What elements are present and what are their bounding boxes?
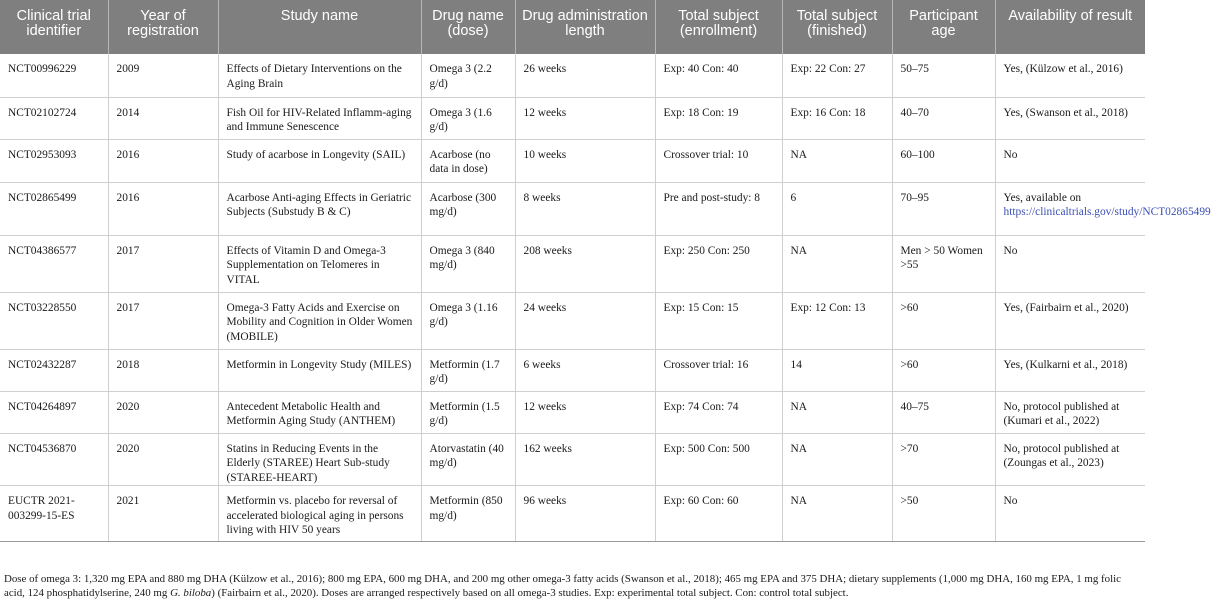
drug-dose: Omega 3 (2.2 g/d) [429,63,492,90]
study-name: Fish Oil for HIV-Related Inflamm-aging and Immune Senescence [226,106,412,133]
result-availability: Yes, (Kulkarni et al., 2018) [1003,358,1128,371]
finished-count-cell [782,139,892,182]
study-name-cell [218,182,421,235]
participant-age-cell [892,235,995,292]
administration-length: 12 weeks [523,106,567,119]
trial-identifier: NCT03228550 [8,301,77,314]
drug-dose: Acarbose (no data in dose) [429,148,491,175]
participant-age: 50–75 [900,63,929,75]
drug-dose-cell [421,349,515,391]
result-availability-cell [995,433,1145,486]
participant-age-cell [892,292,995,349]
drug-dose: Metformin (850 mg/d) [429,495,503,522]
enrollment-count-cell [655,486,782,542]
participant-age-cell [892,391,995,433]
finished-count: NA [790,244,807,257]
table-footnote [4,573,1142,600]
enrollment-count: Crossover trial: 10 [663,148,749,161]
result-availability: Yes, (Külzow et al., 2016) [1003,63,1123,75]
study-name: Omega-3 Fatty Acids and Exercise on Mobility and Cognition in Older Women (MOBILE) [226,301,413,343]
registration-year-cell [108,486,218,542]
administration-length: 6 weeks [523,358,561,371]
enrollment-count: Exp: 500 Con: 500 [663,442,750,455]
footnote-text: Dose of omega 3: 1,320 mg EPA and 880 mg DHA (Külzow et al., 2016); 800 mg EPA, 600 mg DHA, and 200 mg other omega-3 fatty acids (Swanson et al., 2018); 465 mg EPA and 375 DHA; dietary supplements (1,000 mg DHA, 160 mg EPA, 1 mg folic acid, 124 phosphatidylserine, 240 mg [4,573,1121,599]
table-row [0,97,1145,139]
finished-count-cell [782,349,892,391]
finished-count-cell [782,391,892,433]
trial-identifier: NCT04386577 [8,244,77,257]
study-name-cell [218,97,421,139]
study-name-cell [218,139,421,182]
drug-dose: Omega 3 (840 mg/d) [429,244,495,271]
enrollment-count: Exp: 15 Con: 15 [663,301,739,314]
registration-year: 2017 [116,244,140,257]
trial-identifier: NCT00996229 [8,63,77,75]
drug-dose-cell [421,486,515,542]
study-name-cell [218,433,421,486]
enrollment-count-cell [655,235,782,292]
result-availability-cell [995,97,1145,139]
table-row [0,433,1145,486]
participant-age: Men > 50 Women >55 [900,244,983,271]
administration-length: 208 weeks [523,244,572,257]
participant-age-cell [892,349,995,391]
table-body [0,54,1211,542]
participant-age-cell [892,54,995,97]
registration-year-cell [108,391,218,433]
administration-length-cell [515,349,655,391]
enrollment-count: Pre and post-study: 8 [663,191,760,204]
administration-length-cell [515,97,655,139]
study-name: Acarbose Anti-aging Effects in Geriatric Subjects (Substudy B & C) [226,191,412,218]
trial-identifier: NCT02102724 [8,106,77,119]
trial-identifier-cell [0,433,108,486]
trial-identifier-cell [0,349,108,391]
study-name-cell [218,292,421,349]
registration-year: 2016 [116,148,140,161]
study-name: Study of acarbose in Longevity (SAIL) [226,148,406,161]
administration-length-cell [515,391,655,433]
result-availability: No, protocol published at (Zoungas et al., 2023) [1003,442,1120,469]
result-availability-cell [995,182,1211,235]
trial-identifier-cell [0,97,108,139]
study-name-cell [218,391,421,433]
column-header: Study name [218,0,421,54]
table-row [0,391,1145,433]
enrollment-count: Exp: 74 Con: 74 [663,400,739,413]
administration-length: 96 weeks [523,495,567,507]
finished-count: 6 [790,191,797,204]
table-row [0,182,1145,235]
registration-year: 2016 [116,191,140,204]
result-availability-cell [995,292,1145,349]
trial-identifier-cell [0,292,108,349]
registration-year: 2020 [116,442,140,455]
trial-identifier: NCT02432287 [8,358,77,371]
registration-year: 2009 [116,63,140,75]
participant-age-cell [892,486,995,542]
column-header: Total subject (finished) [782,0,892,54]
administration-length-cell [515,292,655,349]
participant-age: >50 [900,495,919,507]
drug-dose-cell [421,292,515,349]
trial-identifier: NCT02953093 [8,148,77,161]
registration-year: 2014 [116,106,140,119]
enrollment-count-cell [655,139,782,182]
result-availability-cell [995,486,1145,542]
result-availability-cell [995,235,1145,292]
drug-dose: Omega 3 (1.16 g/d) [429,301,498,328]
administration-length: 10 weeks [523,148,567,161]
result-availability: Yes, available on [1003,191,1082,204]
footnote-italic-text: G. biloba [170,586,212,599]
participant-age: 70–95 [900,191,929,204]
participant-age-cell [892,182,995,235]
trial-identifier: EUCTR 2021-003299-15-ES [8,495,75,522]
administration-length: 8 weeks [523,191,561,204]
table-row [0,235,1145,292]
participant-age-cell [892,97,995,139]
administration-length: 12 weeks [523,400,567,413]
participant-age: 60–100 [900,148,935,161]
registration-year: 2020 [116,400,140,413]
result-availability-cell [995,54,1145,97]
table-row [0,486,1145,542]
participant-age: >60 [900,358,919,371]
enrollment-count-cell [655,97,782,139]
registration-year-cell [108,97,218,139]
result-availability: No [1003,244,1018,257]
result-availability: No [1003,148,1018,161]
registration-year-cell [108,433,218,486]
administration-length: 26 weeks [523,63,567,75]
finished-count-cell [782,54,892,97]
finished-count-cell [782,292,892,349]
study-name-cell [218,486,421,542]
registration-year-cell [108,54,218,97]
finished-count: NA [790,495,807,507]
drug-dose: Acarbose (300 mg/d) [429,191,497,218]
enrollment-count-cell [655,292,782,349]
registration-year-cell [108,182,218,235]
drug-dose-cell [421,54,515,97]
finished-count: 14 [790,358,802,371]
finished-count-cell [782,433,892,486]
registration-year: 2021 [116,495,140,507]
drug-dose-cell [421,97,515,139]
column-header: Year of registration [108,0,218,54]
administration-length-cell [515,182,655,235]
trial-identifier: NCT04264897 [8,400,77,413]
participant-age: >60 [900,301,919,314]
finished-count: NA [790,400,807,413]
administration-length-cell [515,433,655,486]
participant-age: >70 [900,442,919,455]
study-name-cell [218,349,421,391]
trial-identifier-cell [0,486,108,542]
trial-identifier-cell [0,391,108,433]
column-header: Clinical trial identifier [0,0,108,54]
enrollment-count: Exp: 18 Con: 19 [663,106,739,119]
drug-dose: Metformin (1.7 g/d) [429,358,500,385]
registration-year: 2018 [116,358,140,371]
administration-length-cell [515,54,655,97]
trial-identifier: NCT02865499 [8,191,77,204]
result-availability-cell [995,349,1145,391]
administration-length-cell [515,486,655,542]
enrollment-count-cell [655,349,782,391]
finished-count-cell [782,182,892,235]
table-row [0,54,1145,97]
registration-year-cell [108,292,218,349]
footnote-text-end: ) (Fairbairn et al., 2020). Doses are arranged respectively based on all omega-3 studies. Exp: experimental total subject. Con: control total subject. [211,586,849,599]
study-name-cell [218,235,421,292]
trial-identifier-cell [0,139,108,182]
drug-dose: Atorvastatin (40 mg/d) [429,442,504,469]
enrollment-count: Crossover trial: 16 [663,358,749,371]
column-header: Drug administration length [515,0,655,54]
study-name: Metformin vs. placebo for reversal of accelerated biological aging in persons living with HIV 50 years [226,495,404,536]
trial-identifier: NCT04536870 [8,442,77,455]
column-header: Availability of result [995,0,1145,54]
column-header: Total subject (enrollment) [655,0,782,54]
finished-count: NA [790,148,807,161]
finished-count: Exp: 16 Con: 18 [790,106,866,119]
table-row [0,292,1145,349]
finished-count-cell [782,486,892,542]
participant-age-cell [892,139,995,182]
drug-dose-cell [421,433,515,486]
enrollment-count-cell [655,54,782,97]
enrollment-count: Exp: 40 Con: 40 [663,63,739,75]
table-row [0,349,1145,391]
drug-dose-cell [421,182,515,235]
administration-length: 24 weeks [523,301,567,314]
registration-year: 2017 [116,301,140,314]
enrollment-count: Exp: 250 Con: 250 [663,244,750,257]
result-availability: No, protocol published at (Kumari et al., 2022) [1003,400,1120,427]
table-header-row [0,0,1145,54]
result-availability-cell [995,391,1145,433]
administration-length-cell [515,139,655,182]
finished-count: Exp: 12 Con: 13 [790,301,866,314]
finished-count-cell [782,235,892,292]
result-availability: Yes, (Swanson et al., 2018) [1003,106,1128,119]
registration-year-cell [108,139,218,182]
enrollment-count-cell [655,182,782,235]
drug-dose: Metformin (1.5 g/d) [429,400,500,427]
study-name: Effects of Vitamin D and Omega-3 Supplementation on Telomeres in VITAL [226,244,386,286]
study-name: Antecedent Metabolic Health and Metformin Aging Study (ANTHEM) [226,400,396,427]
participant-age: 40–70 [900,106,929,119]
study-name: Metformin in Longevity Study (MILES) [226,358,412,371]
trial-identifier-cell [0,235,108,292]
enrollment-count: Exp: 60 Con: 60 [663,495,739,507]
drug-dose-cell [421,391,515,433]
drug-dose-cell [421,235,515,292]
study-name: Statins in Reducing Events in the Elderly (STAREE) Heart Sub-study (STAREE-HEART) [226,442,390,484]
enrollment-count-cell [655,391,782,433]
registration-year-cell [108,235,218,292]
column-header: Drug name (dose) [421,0,515,54]
participant-age: 40–75 [900,400,929,413]
result-link[interactable]: https://clinicaltrials.gov/study/NCT02865499 [1003,206,1211,218]
trial-identifier-cell [0,54,108,97]
trial-identifier-cell [0,182,108,235]
drug-dose: Omega 3 (1.6 g/d) [429,106,492,133]
administration-length-cell [515,235,655,292]
result-availability-cell [995,139,1145,182]
participant-age-cell [892,433,995,486]
finished-count-cell [782,97,892,139]
table-row [0,139,1145,182]
study-name-cell [218,54,421,97]
drug-dose-cell [421,139,515,182]
finished-count: Exp: 22 Con: 27 [790,63,866,75]
finished-count: NA [790,442,807,455]
result-availability: No [1003,495,1018,507]
result-availability: Yes, (Fairbairn et al., 2020) [1003,301,1129,314]
column-header: Participant age [892,0,995,54]
registration-year-cell [108,349,218,391]
administration-length: 162 weeks [523,442,572,455]
enrollment-count-cell [655,433,782,486]
study-name: Effects of Dietary Interventions on the Aging Brain [226,63,402,90]
